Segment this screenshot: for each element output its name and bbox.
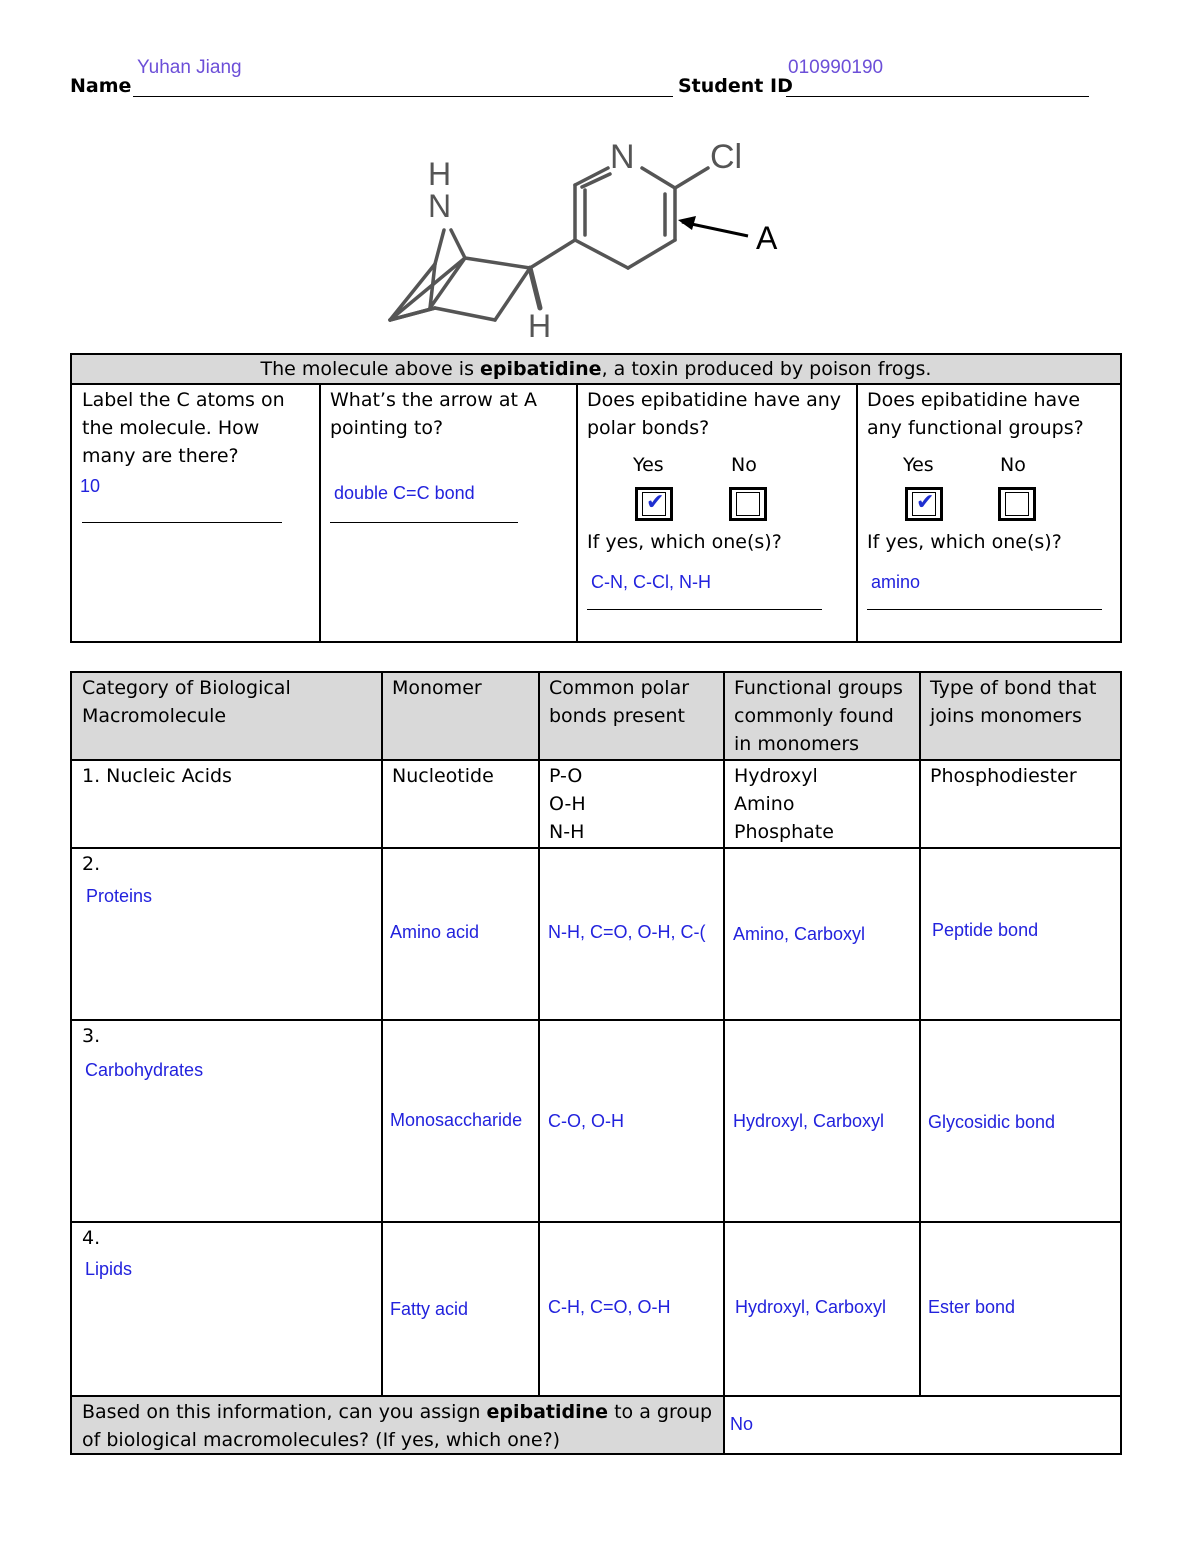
footer-question (82, 1398, 712, 1454)
row3-bond-type[interactable]: Glycosidic bond (928, 1112, 1056, 1132)
q4-yes-label: Yes (903, 454, 934, 476)
q3-no-label: No (731, 454, 757, 476)
fg-item: Phosphate (734, 821, 834, 843)
title-text: The molecule above is (260, 358, 481, 380)
name-value[interactable]: Yuhan Jiang (137, 57, 242, 78)
row1-bond-type: Phosphodiester (930, 765, 1077, 787)
q3-ifyes: If yes, which one(s)? (587, 531, 782, 553)
header-line: commonly found (734, 705, 894, 727)
header-line: Common polar (549, 677, 690, 699)
q1-prompt (82, 386, 285, 470)
q4-answer[interactable]: amino (871, 572, 921, 592)
row2-functional-groups[interactable]: Amino, Carboxyl (733, 924, 866, 944)
q1-line: the molecule. How (82, 417, 260, 439)
atom-h-top: H (428, 156, 452, 192)
table1-title (70, 355, 1122, 383)
title-text-end: , a toxin produced by poison frogs. (601, 358, 932, 380)
q4-underline (867, 609, 1102, 610)
fg-item: Amino (734, 793, 795, 815)
q4-no-checkbox[interactable] (998, 487, 1036, 521)
header-line: Category of Biological (82, 677, 291, 699)
atom-n-bridge: N (428, 188, 452, 224)
student-id-value[interactable]: 010990190 (788, 57, 884, 78)
row3-category[interactable]: Carbohydrates (85, 1060, 204, 1080)
table1-col-sep (319, 383, 321, 643)
table2-col-sep (723, 671, 725, 1455)
header-monomer: Monomer (392, 677, 482, 699)
row4-number: 4. (82, 1227, 101, 1249)
table2-rule (70, 1395, 1122, 1397)
q3-line: polar bonds? (587, 417, 710, 439)
footer-answer[interactable]: No (730, 1414, 754, 1434)
q2-answer[interactable]: double C=C bond (334, 483, 475, 503)
header-line: Type of bond that (930, 677, 1097, 699)
row4-functional-groups[interactable]: Hydroxyl, Carboxyl (735, 1297, 887, 1317)
row1-functional-groups (734, 762, 834, 846)
table2-rule (70, 1019, 1122, 1021)
arrow-label-a: A (756, 220, 778, 256)
bond-item: O-H (549, 793, 586, 815)
student-id-underline (786, 96, 1089, 97)
fg-item: Hydroxyl (734, 765, 818, 787)
row2-bond-type[interactable]: Peptide bond (932, 920, 1039, 940)
q2-prompt (330, 386, 537, 442)
row4-monomer[interactable]: Fatty acid (390, 1299, 469, 1319)
q3-no-checkbox[interactable] (729, 487, 767, 521)
atom-h-bottom: H (528, 308, 552, 344)
q1-line: many are there? (82, 445, 239, 467)
q3-answer[interactable]: C-N, C-Cl, N-H (591, 572, 711, 592)
epibatidine-structure (370, 130, 810, 350)
row4-category[interactable]: Lipids (85, 1259, 133, 1279)
title-bold: epibatidine (480, 358, 602, 380)
header-functional-groups (734, 674, 903, 758)
header-line: Macromolecule (82, 705, 227, 727)
q3-prompt (587, 386, 841, 442)
row4-bond-type[interactable]: Ester bond (928, 1297, 1016, 1317)
bond-item: P-O (549, 765, 583, 787)
footer-text-end: to a group (608, 1401, 713, 1423)
table1-col-sep (576, 383, 578, 643)
footer-line (82, 1398, 712, 1426)
row2-monomer[interactable]: Amino acid (390, 922, 480, 942)
atom-n-ring: N (610, 138, 635, 176)
row1-monomer: Nucleotide (392, 765, 494, 787)
q2-underline (330, 522, 518, 523)
header-polar-bonds (549, 674, 689, 730)
header-category (82, 674, 291, 730)
table2-col-sep (381, 671, 383, 1395)
header-line: bonds present (549, 705, 685, 727)
table2-rule (70, 759, 1122, 761)
q4-yes-check-icon: ✔ (916, 490, 935, 515)
table1-rule (70, 383, 1122, 385)
q3-line: Does epibatidine have any (587, 389, 842, 411)
table2-rule (70, 1221, 1122, 1223)
table2-col-sep (538, 671, 540, 1395)
name-label: Name (70, 75, 132, 97)
row1-category: 1. Nucleic Acids (82, 765, 232, 787)
table2-col-sep (919, 671, 921, 1395)
q4-line: Does epibatidine have (867, 389, 1081, 411)
atom-cl: Cl (710, 138, 743, 176)
table1-col-sep (856, 383, 858, 643)
header-line: in monomers (734, 733, 860, 755)
q4-ifyes: If yes, which one(s)? (867, 531, 1062, 553)
row3-bonds[interactable]: C-O, O-H (548, 1111, 624, 1131)
q4-line: any functional groups? (867, 417, 1084, 439)
footer-text: Based on this information, can you assign (82, 1401, 487, 1423)
header-bond-type (930, 674, 1096, 730)
q1-answer[interactable]: 10 (80, 476, 101, 496)
row4-bonds[interactable]: C-H, C=O, O-H (548, 1297, 671, 1317)
row2-bonds[interactable]: N-H, C=O, O-H, C-( (548, 922, 706, 942)
row1-bonds (549, 762, 586, 846)
name-underline (133, 96, 673, 97)
q1-line: Label the C atoms on (82, 389, 285, 411)
footer-bold: epibatidine (486, 1401, 609, 1423)
bond-item: N-H (549, 821, 585, 843)
q2-line: pointing to? (330, 417, 444, 439)
q4-prompt (867, 386, 1084, 442)
q3-yes-check-icon: ✔ (646, 490, 665, 515)
q3-underline (587, 609, 822, 610)
row2-number: 2. (82, 853, 101, 875)
student-id-label: Student ID (678, 75, 793, 97)
footer-line: of biological macromolecules? (If yes, which one?) (82, 1429, 561, 1451)
header-line: joins monomers (930, 705, 1082, 727)
q4-no-label: No (1000, 454, 1026, 476)
q2-line: What’s the arrow at A (330, 389, 537, 411)
row3-functional-groups[interactable]: Hydroxyl, Carboxyl (733, 1111, 885, 1131)
table2-rule (70, 847, 1122, 849)
row3-number: 3. (82, 1025, 101, 1047)
header-line: Functional groups (734, 677, 903, 699)
row3-monomer[interactable]: Monosaccharide (390, 1110, 523, 1130)
row2-category[interactable]: Proteins (86, 886, 153, 906)
q1-underline (82, 522, 282, 523)
q3-yes-label: Yes (633, 454, 664, 476)
